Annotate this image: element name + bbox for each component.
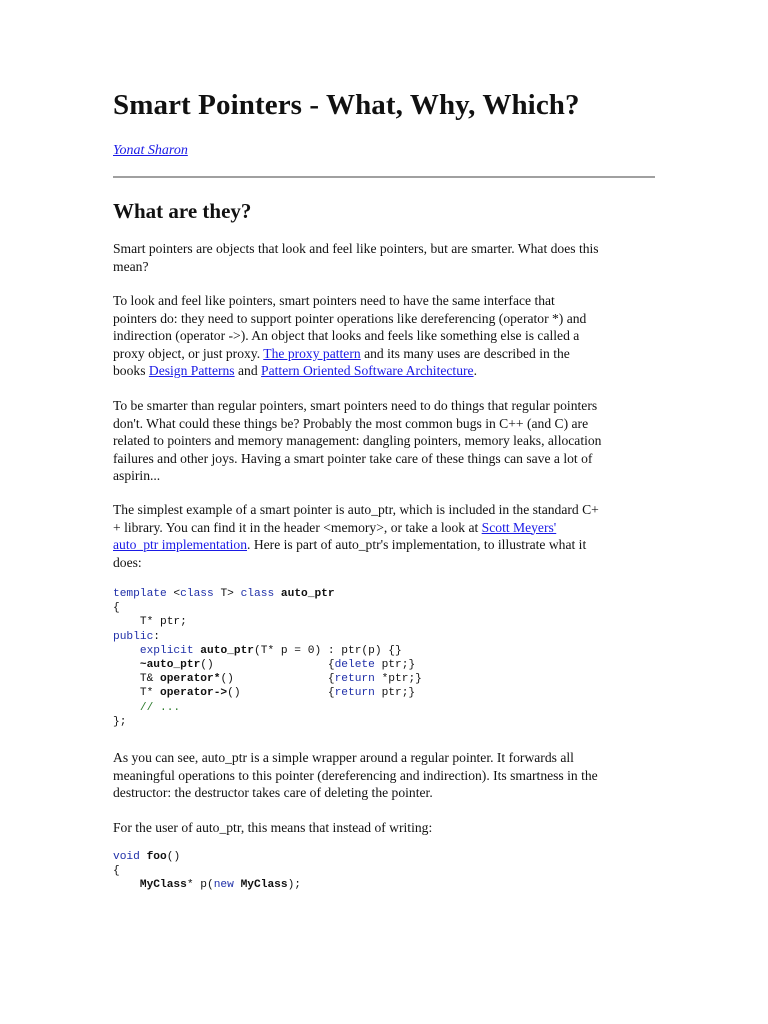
code-identifier: auto_ptr — [200, 644, 255, 657]
code-text — [140, 851, 147, 863]
code-keyword: class — [240, 588, 275, 600]
code-line — [113, 630, 422, 644]
text-span: and — [234, 363, 262, 379]
code-text — [113, 659, 140, 671]
code-line: T* ptr; — [113, 616, 187, 629]
text-line: aspirin... — [113, 468, 161, 484]
paragraph-smarter — [113, 397, 658, 485]
section-heading: What are they? — [113, 199, 252, 223]
text-line: does: — [113, 554, 142, 570]
text-line — [113, 362, 658, 380]
scott-meyers-link[interactable]: Scott Meyers' — [481, 519, 557, 535]
code-line — [113, 686, 422, 700]
code-text — [113, 645, 140, 657]
code-keyword: void — [113, 851, 140, 863]
code-text: * p( — [186, 879, 214, 892]
code-line — [113, 658, 422, 672]
text-line: pointers do: they need to support pointer operations like dereferencing (operator *) and — [113, 310, 587, 326]
text-span: and its many uses are described in the — [360, 345, 570, 361]
code-text — [274, 588, 281, 600]
code-line: }; — [113, 715, 127, 728]
code-identifier: MyClass — [240, 879, 288, 892]
paragraph-interface — [113, 292, 658, 380]
code-text: *ptr;} — [374, 673, 422, 686]
code-line — [113, 587, 422, 601]
code-text: < — [166, 588, 181, 600]
code-line — [113, 878, 301, 892]
text-line: To look and feel like pointers, smart pointers need to have the same interface that — [113, 293, 555, 308]
code-identifier: ~auto_ptr — [139, 658, 201, 671]
text-line: To be smarter than regular pointers, smart pointers need to do things that regular pointers — [113, 398, 598, 413]
text-line — [113, 536, 658, 554]
author-link[interactable]: Yonat Sharon — [113, 143, 188, 158]
paragraph-user — [113, 819, 658, 837]
code-line — [113, 644, 422, 658]
text-line: mean? — [113, 258, 149, 274]
code-keyword: return — [334, 673, 375, 686]
text-span: + library. You can find it in the header <memory>, or take a look at — [113, 519, 482, 535]
code-identifier: operator-> — [160, 687, 228, 700]
code-identifier: operator* — [160, 673, 221, 686]
text-line: meaningful operations to this pointer (dereferencing and indirection). Its smartness in the — [113, 767, 598, 783]
code-comment: // ... — [139, 701, 181, 714]
text-line: As you can see, auto_ptr is a simple wrapper around a regular pointer. It forwards all — [113, 750, 574, 765]
code-text: () { — [227, 687, 335, 700]
text-line: Smart pointers are objects that look and feel like pointers, but are smarter. What does this — [113, 241, 599, 256]
text-line: don't. What could these things be? Probably the most common bugs in C++ (and C) are — [113, 415, 589, 431]
paragraph-intro — [113, 240, 658, 275]
code-text: ptr;} — [374, 687, 416, 700]
code-line: { — [113, 602, 120, 615]
horizontal-divider — [113, 176, 655, 178]
page-title: Smart Pointers - What, Why, Which? — [113, 89, 580, 121]
text-span: . — [473, 363, 477, 379]
text-line: indirection (operator ->). An object that looks and feels like something else is called a — [113, 328, 580, 344]
code-line — [113, 672, 422, 686]
code-keyword: delete — [334, 658, 375, 671]
paragraph-auto-ptr — [113, 501, 658, 571]
code-identifier: auto_ptr — [280, 588, 335, 600]
proxy-pattern-link[interactable]: The proxy pattern — [263, 345, 361, 361]
code-block-foo — [113, 850, 301, 893]
code-text: T> — [213, 588, 241, 600]
code-keyword: template — [113, 588, 167, 600]
text-span: proxy object, or just proxy. — [113, 345, 264, 361]
code-line — [113, 701, 422, 715]
code-block-auto-ptr — [113, 587, 422, 729]
posa-link[interactable]: Pattern Oriented Software Architecture — [261, 363, 474, 379]
text-span: books — [113, 363, 149, 379]
code-keyword: class — [180, 588, 214, 600]
code-line — [113, 850, 301, 864]
code-text — [113, 879, 140, 891]
text-line: destructor: the destructor takes care of deleting the pointer. — [113, 785, 433, 801]
code-text — [234, 879, 241, 891]
code-identifier: foo — [146, 851, 167, 863]
code-text: ); — [287, 879, 302, 892]
code-text — [113, 702, 140, 714]
code-text: : — [153, 630, 161, 643]
code-text: (T* p = 0) : ptr(p) {} — [254, 644, 402, 657]
code-keyword: explicit — [139, 644, 194, 657]
code-text: () { — [200, 658, 335, 671]
code-text: T* — [113, 687, 160, 700]
code-text: ptr;} — [374, 658, 416, 671]
text-line: related to pointers and memory management: dangling pointers, memory leaks, allocation — [113, 433, 602, 449]
code-line: { — [113, 865, 120, 878]
text-line: failures and other joys. Having a smart pointer take care of these things can save a lot of — [113, 450, 593, 466]
code-keyword: return — [334, 687, 375, 700]
code-text: () { — [220, 673, 335, 686]
code-text: () — [166, 851, 181, 863]
text-line — [113, 519, 658, 537]
code-identifier: MyClass — [139, 879, 187, 892]
text-line: The simplest example of a smart pointer is auto_ptr, which is included in the standard C+ — [113, 502, 599, 517]
code-keyword: public — [113, 630, 154, 643]
code-text: T& — [113, 673, 160, 686]
text-line — [113, 345, 658, 363]
text-line: For the user of auto_ptr, this means that instead of writing: — [113, 820, 433, 835]
text-span: . Here is part of auto_ptr's implementation, to illustrate what it — [247, 537, 587, 553]
design-patterns-link[interactable]: Design Patterns — [148, 363, 235, 379]
auto-ptr-implementation-link[interactable]: auto_ptr implementation — [113, 537, 248, 553]
code-keyword: new — [213, 879, 234, 892]
paragraph-wrapper — [113, 749, 658, 802]
